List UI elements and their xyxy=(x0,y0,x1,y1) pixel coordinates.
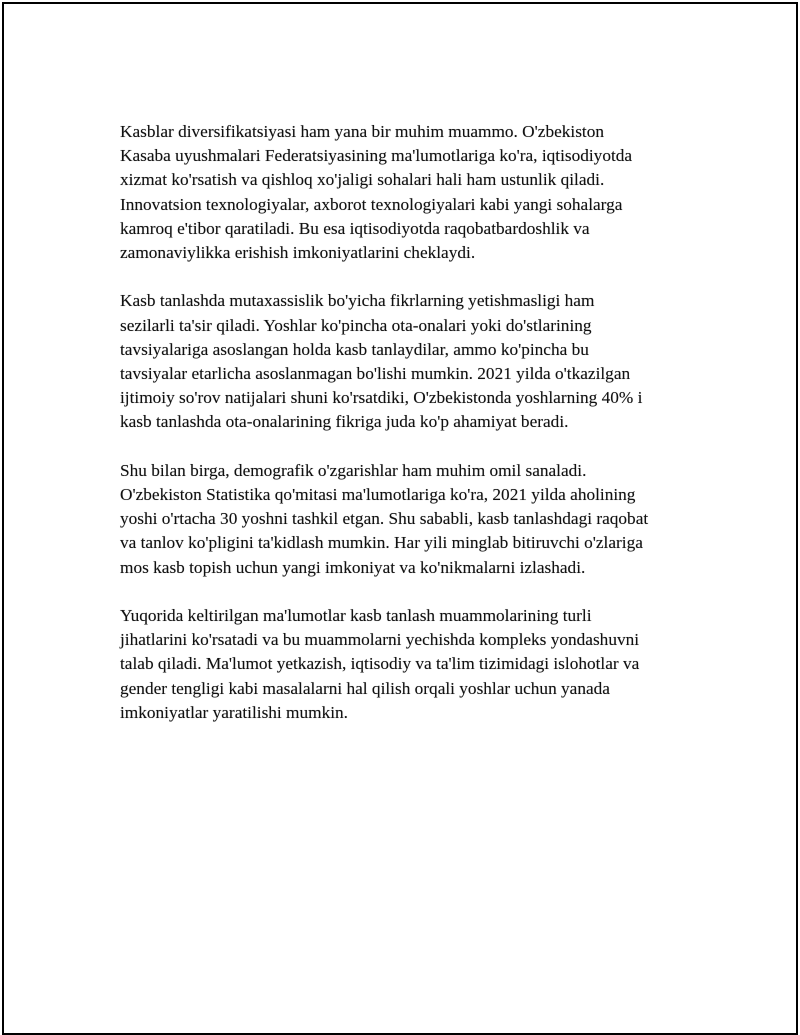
text-line: zamonaviylikka erishish imkoniyatlarini cheklaydi. xyxy=(120,243,476,263)
text-line: tavsiyalar etarlicha asoslanmagan bo'lishi mumkin. 2021 yilda o'tkazilgan xyxy=(120,364,631,384)
text-line: talab qiladi. Ma'lumot yetkazish, iqtisodiy va ta'lim tizimidagi islohotlar va xyxy=(120,654,640,674)
document-page xyxy=(2,2,798,1035)
text-line: Kasb tanlashda mutaxassislik bo'yicha fikrlarning yetishmasligi ham xyxy=(120,291,595,311)
text-line: xizmat ko'rsatish va qishloq xo'jaligi sohalari hali ham ustunlik qiladi. xyxy=(120,170,605,190)
text-line: Innovatsion texnologiyalar, axborot texnologiyalari kabi yangi sohalarga xyxy=(120,194,623,214)
text-line: Yuqorida keltirilgan ma'lumotlar kasb tanlash muammolarining turli xyxy=(120,606,592,626)
text-line: va tanlov ko'pligini ta'kidlash mumkin. Har yili minglab bitiruvchi o'zlariga xyxy=(120,533,643,553)
document-body xyxy=(120,120,690,749)
text-line: ijtimoiy so'rov natijalari shuni ko'rsatdiki, O'zbekistonda yoshlarning 40% i xyxy=(120,388,643,408)
text-line: Shu bilan birga, demografik o'zgarishlar ham muhim omil sanaladi. xyxy=(120,460,587,480)
text-line: mos kasb topish uchun yangi imkoniyat va ko'nikmalarni izlashadi. xyxy=(120,557,586,577)
text-line: Kasaba uyushmalari Federatsiyasining ma'lumotlariga ko'ra, iqtisodiyotda xyxy=(120,146,633,166)
text-line: yoshi o'rtacha 30 yoshni tashkil etgan. Shu sababli, kasb tanlashdagi raqobat xyxy=(120,509,649,529)
text-line: jihatlarini ko'rsatadi va bu muammolarni yechishda kompleks yondashuvni xyxy=(120,630,640,650)
paragraph-4 xyxy=(120,604,690,725)
text-line: gender tengligi kabi masalalarni hal qilish orqali yoshlar uchun yanada xyxy=(120,678,610,698)
text-line: tavsiyalariga asoslangan holda kasb tanlaydilar, ammo ko'pincha bu xyxy=(120,339,589,359)
text-line: imkoniyatlar yaratilishi mumkin. xyxy=(120,702,348,722)
paragraph-2 xyxy=(120,289,690,434)
text-line: kasb tanlashda ota-onalarining fikriga juda ko'p ahamiyat beradi. xyxy=(120,412,569,432)
paragraph-3 xyxy=(120,459,690,580)
text-line: kamroq e'tibor qaratiladi. Bu esa iqtisodiyotda raqobatbardoshlik va xyxy=(120,218,590,238)
text-line: O'zbekiston Statistika qo'mitasi ma'lumotlariga ko'ra, 2021 yilda aholining xyxy=(120,485,636,505)
text-line: sezilarli ta'sir qiladi. Yoshlar ko'pincha ota-onalari yoki do'stlarining xyxy=(120,315,592,335)
text-line: Kasblar diversifikatsiyasi ham yana bir muhim muammo. O'zbekiston xyxy=(120,122,605,141)
paragraph-1 xyxy=(120,120,690,265)
